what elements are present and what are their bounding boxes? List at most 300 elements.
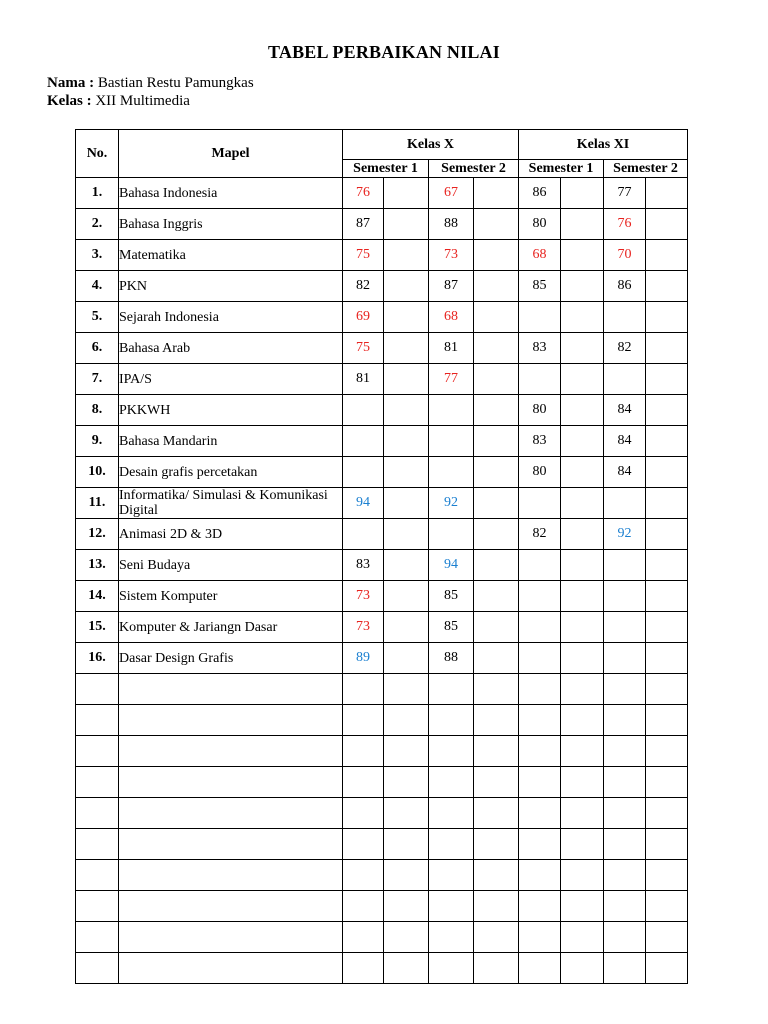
empty-table-row xyxy=(76,829,688,860)
kelas-xi-semester-1-grade: 80 xyxy=(519,457,561,488)
kelas-x-semester-2-extra xyxy=(474,488,519,519)
table-row xyxy=(76,550,688,581)
header-kelas-x-semester-1: Semester 1 xyxy=(343,160,429,178)
empty-cell xyxy=(384,705,429,736)
kelas-x-semester-2-grade: 88 xyxy=(429,643,474,674)
kelas-x-semester-2-grade: 77 xyxy=(429,364,474,395)
empty-cell xyxy=(646,674,688,705)
empty-cell xyxy=(604,829,646,860)
kelas-x-semester-1-extra xyxy=(384,519,429,550)
kelas-x-semester-1-grade xyxy=(343,395,384,426)
empty-cell xyxy=(384,922,429,953)
kelas-xi-semester-2-extra xyxy=(646,209,688,240)
subject-name: Seni Budaya xyxy=(119,550,343,581)
kelas-x-semester-2-extra xyxy=(474,271,519,302)
table-row xyxy=(76,643,688,674)
empty-cell xyxy=(119,922,343,953)
kelas-xi-semester-1-extra xyxy=(561,457,604,488)
kelas-x-semester-1-extra xyxy=(384,302,429,333)
kelas-xi-semester-2-grade: 86 xyxy=(604,271,646,302)
empty-cell xyxy=(119,767,343,798)
kelas-x-semester-2-grade: 85 xyxy=(429,612,474,643)
header-kelas-xi: Kelas XI xyxy=(519,130,688,160)
kelas-xi-semester-2-grade: 70 xyxy=(604,240,646,271)
kelas-x-semester-2-extra xyxy=(474,581,519,612)
kelas-xi-semester-2-grade: 84 xyxy=(604,426,646,457)
kelas-x-semester-1-extra xyxy=(384,333,429,364)
empty-cell xyxy=(384,891,429,922)
table-row xyxy=(76,178,688,209)
kelas-x-semester-2-extra xyxy=(474,550,519,581)
kelas-x-semester-2-grade: 85 xyxy=(429,581,474,612)
kelas-xi-semester-1-grade: 80 xyxy=(519,395,561,426)
empty-cell xyxy=(519,860,561,891)
kelas-x-semester-1-extra xyxy=(384,457,429,488)
kelas-x-semester-1-extra xyxy=(384,643,429,674)
kelas-x-semester-1-extra xyxy=(384,240,429,271)
kelas-xi-semester-2-grade: 92 xyxy=(604,519,646,550)
empty-cell xyxy=(429,705,474,736)
empty-cell xyxy=(474,891,519,922)
empty-cell xyxy=(343,829,384,860)
kelas-x-semester-2-grade: 94 xyxy=(429,550,474,581)
subject-name: Komputer & Jariangn Dasar xyxy=(119,612,343,643)
row-number: 12. xyxy=(76,519,119,550)
table-row xyxy=(76,519,688,550)
kelas-xi-semester-1-grade xyxy=(519,364,561,395)
kelas-xi-semester-2-grade: 82 xyxy=(604,333,646,364)
empty-cell xyxy=(119,798,343,829)
kelas-xi-semester-2-grade xyxy=(604,643,646,674)
kelas-xi-semester-2-extra xyxy=(646,395,688,426)
empty-cell xyxy=(429,829,474,860)
kelas-x-semester-2-extra xyxy=(474,333,519,364)
empty-cell xyxy=(604,922,646,953)
kelas-x-semester-2-extra xyxy=(474,178,519,209)
kelas-x-semester-2-grade: 73 xyxy=(429,240,474,271)
row-number: 1. xyxy=(76,178,119,209)
row-number: 13. xyxy=(76,550,119,581)
row-number: 10. xyxy=(76,457,119,488)
kelas-x-semester-2-grade: 88 xyxy=(429,209,474,240)
empty-cell xyxy=(343,736,384,767)
row-number: 5. xyxy=(76,302,119,333)
empty-cell xyxy=(646,953,688,984)
empty-cell xyxy=(384,860,429,891)
empty-cell xyxy=(604,860,646,891)
kelas-x-semester-2-grade: 92 xyxy=(429,488,474,519)
subject-name: IPA/S xyxy=(119,364,343,395)
student-name: Bastian Restu Pamungkas xyxy=(97,75,254,91)
empty-cell xyxy=(646,767,688,798)
empty-cell xyxy=(561,860,604,891)
empty-cell xyxy=(604,953,646,984)
empty-cell xyxy=(561,736,604,767)
empty-table-row xyxy=(76,674,688,705)
empty-cell xyxy=(119,705,343,736)
kelas-x-semester-1-extra xyxy=(384,550,429,581)
subject-name: Sejarah Indonesia xyxy=(119,302,343,333)
kelas-xi-semester-1-extra xyxy=(561,333,604,364)
empty-cell xyxy=(604,736,646,767)
kelas-xi-semester-2-grade xyxy=(604,581,646,612)
kelas-xi-semester-1-grade: 83 xyxy=(519,333,561,364)
row-number: 16. xyxy=(76,643,119,674)
table-row xyxy=(76,457,688,488)
kelas-x-semester-1-grade xyxy=(343,457,384,488)
kelas-xi-semester-2-grade xyxy=(604,550,646,581)
kelas-x-semester-1-grade: 89 xyxy=(343,643,384,674)
empty-cell xyxy=(384,736,429,767)
kelas-xi-semester-1-grade xyxy=(519,612,561,643)
empty-cell xyxy=(343,922,384,953)
table-row xyxy=(76,271,688,302)
empty-cell xyxy=(429,922,474,953)
kelas-xi-semester-2-extra xyxy=(646,612,688,643)
kelas-xi-semester-1-extra xyxy=(561,426,604,457)
kelas-x-semester-2-grade xyxy=(429,426,474,457)
kelas-x-semester-1-extra xyxy=(384,209,429,240)
empty-cell xyxy=(646,705,688,736)
kelas-xi-semester-1-extra xyxy=(561,209,604,240)
empty-cell xyxy=(384,798,429,829)
empty-cell xyxy=(76,736,119,767)
kelas-x-semester-2-grade: 87 xyxy=(429,271,474,302)
empty-cell xyxy=(561,767,604,798)
header-kelas-xi-semester-2: Semester 2 xyxy=(604,160,688,178)
empty-cell xyxy=(474,767,519,798)
empty-table-row xyxy=(76,953,688,984)
kelas-x-semester-1-extra xyxy=(384,612,429,643)
empty-cell xyxy=(474,674,519,705)
empty-cell xyxy=(343,798,384,829)
kelas-xi-semester-1-grade xyxy=(519,581,561,612)
subject-name: Bahasa Inggris xyxy=(119,209,343,240)
kelas-x-semester-2-extra xyxy=(474,519,519,550)
grades-table xyxy=(75,129,688,984)
document-title: TABEL PERBAIKAN NILAI xyxy=(268,42,500,62)
kelas-x-semester-1-grade: 73 xyxy=(343,581,384,612)
empty-cell xyxy=(76,829,119,860)
empty-cell xyxy=(474,829,519,860)
kelas-xi-semester-1-grade xyxy=(519,550,561,581)
empty-cell xyxy=(76,705,119,736)
empty-cell xyxy=(604,767,646,798)
empty-cell xyxy=(76,953,119,984)
table-row xyxy=(76,581,688,612)
subject-name: Bahasa Arab xyxy=(119,333,343,364)
empty-cell xyxy=(429,860,474,891)
row-number: 2. xyxy=(76,209,119,240)
header-kelas-x: Kelas X xyxy=(343,130,519,160)
empty-cell xyxy=(519,736,561,767)
empty-cell xyxy=(76,922,119,953)
kelas-x-semester-2-grade: 67 xyxy=(429,178,474,209)
empty-cell xyxy=(119,829,343,860)
row-number: 7. xyxy=(76,364,119,395)
kelas-x-semester-1-grade: 81 xyxy=(343,364,384,395)
kelas-x-semester-1-grade xyxy=(343,519,384,550)
kelas-x-semester-2-grade xyxy=(429,395,474,426)
kelas-x-semester-2-grade: 81 xyxy=(429,333,474,364)
kelas-x-semester-2-extra xyxy=(474,457,519,488)
kelas-x-semester-2-grade xyxy=(429,519,474,550)
kelas-x-semester-1-extra xyxy=(384,395,429,426)
empty-table-row xyxy=(76,860,688,891)
subject-name: Bahasa Indonesia xyxy=(119,178,343,209)
empty-table-row xyxy=(76,767,688,798)
kelas-xi-semester-1-grade xyxy=(519,488,561,519)
kelas-x-semester-1-grade: 87 xyxy=(343,209,384,240)
empty-cell xyxy=(343,705,384,736)
empty-cell xyxy=(561,891,604,922)
kelas-xi-semester-1-grade: 68 xyxy=(519,240,561,271)
empty-cell xyxy=(429,767,474,798)
kelas-xi-semester-2-grade: 77 xyxy=(604,178,646,209)
name-label: Nama : xyxy=(47,75,95,91)
empty-cell xyxy=(519,953,561,984)
kelas-xi-semester-1-extra xyxy=(561,550,604,581)
kelas-xi-semester-1-extra xyxy=(561,581,604,612)
kelas-x-semester-2-extra xyxy=(474,240,519,271)
table-row xyxy=(76,240,688,271)
empty-cell xyxy=(343,860,384,891)
kelas-xi-semester-2-extra xyxy=(646,178,688,209)
subject-name: Bahasa Mandarin xyxy=(119,426,343,457)
kelas-x-semester-1-extra xyxy=(384,426,429,457)
empty-cell xyxy=(561,829,604,860)
empty-table-row xyxy=(76,798,688,829)
empty-cell xyxy=(384,674,429,705)
kelas-x-semester-2-extra xyxy=(474,643,519,674)
empty-cell xyxy=(561,922,604,953)
subject-name: Dasar Design Grafis xyxy=(119,643,343,674)
kelas-xi-semester-1-grade: 86 xyxy=(519,178,561,209)
empty-cell xyxy=(646,829,688,860)
row-number: 9. xyxy=(76,426,119,457)
empty-cell xyxy=(519,705,561,736)
empty-cell xyxy=(119,953,343,984)
empty-table-row xyxy=(76,705,688,736)
kelas-x-semester-2-extra xyxy=(474,426,519,457)
table-row xyxy=(76,333,688,364)
kelas-xi-semester-2-extra xyxy=(646,333,688,364)
empty-cell xyxy=(343,953,384,984)
kelas-x-semester-1-extra xyxy=(384,178,429,209)
empty-cell xyxy=(646,736,688,767)
empty-table-row xyxy=(76,736,688,767)
empty-cell xyxy=(384,767,429,798)
empty-cell xyxy=(604,674,646,705)
row-number: 6. xyxy=(76,333,119,364)
kelas-xi-semester-1-grade xyxy=(519,643,561,674)
empty-cell xyxy=(519,829,561,860)
header-mapel: Mapel xyxy=(119,130,343,178)
table-row xyxy=(76,364,688,395)
empty-cell xyxy=(519,767,561,798)
kelas-x-semester-2-extra xyxy=(474,302,519,333)
empty-cell xyxy=(429,798,474,829)
empty-cell xyxy=(119,674,343,705)
empty-cell xyxy=(604,798,646,829)
kelas-x-semester-2-extra xyxy=(474,364,519,395)
empty-cell xyxy=(646,922,688,953)
empty-cell xyxy=(343,674,384,705)
kelas-xi-semester-1-extra xyxy=(561,178,604,209)
row-number: 3. xyxy=(76,240,119,271)
empty-cell xyxy=(119,736,343,767)
empty-cell xyxy=(519,922,561,953)
kelas-xi-semester-2-grade xyxy=(604,302,646,333)
kelas-x-semester-1-grade: 75 xyxy=(343,240,384,271)
kelas-xi-semester-1-grade: 80 xyxy=(519,209,561,240)
empty-cell xyxy=(429,674,474,705)
empty-cell xyxy=(76,674,119,705)
kelas-xi-semester-1-extra xyxy=(561,395,604,426)
subject-name: PKKWH xyxy=(119,395,343,426)
empty-cell xyxy=(343,767,384,798)
kelas-x-semester-2-extra xyxy=(474,395,519,426)
kelas-xi-semester-2-extra xyxy=(646,426,688,457)
kelas-x-semester-1-extra xyxy=(384,488,429,519)
row-number: 14. xyxy=(76,581,119,612)
kelas-x-semester-2-grade: 68 xyxy=(429,302,474,333)
kelas-x-semester-2-grade xyxy=(429,457,474,488)
subject-name: PKN xyxy=(119,271,343,302)
table-row xyxy=(76,426,688,457)
student-name-line xyxy=(47,74,254,92)
subject-name: Desain grafis percetakan xyxy=(119,457,343,488)
subject-name: Informatika/ Simulasi & Komunikasi Digital xyxy=(119,488,343,519)
row-number: 8. xyxy=(76,395,119,426)
empty-table-row xyxy=(76,891,688,922)
student-class: XII Multimedia xyxy=(95,93,190,109)
table-row xyxy=(76,395,688,426)
table-row xyxy=(76,209,688,240)
empty-cell xyxy=(474,953,519,984)
empty-cell xyxy=(384,953,429,984)
subject-name: Animasi 2D & 3D xyxy=(119,519,343,550)
kelas-x-semester-1-extra xyxy=(384,581,429,612)
kelas-xi-semester-2-extra xyxy=(646,364,688,395)
empty-cell xyxy=(561,953,604,984)
grades-table-body xyxy=(76,178,688,984)
kelas-x-semester-2-extra xyxy=(474,209,519,240)
kelas-xi-semester-1-grade: 85 xyxy=(519,271,561,302)
kelas-x-semester-1-grade xyxy=(343,426,384,457)
empty-cell xyxy=(474,798,519,829)
empty-cell xyxy=(474,860,519,891)
student-class-line xyxy=(47,92,190,110)
kelas-x-semester-1-grade: 83 xyxy=(343,550,384,581)
kelas-xi-semester-1-extra xyxy=(561,271,604,302)
kelas-x-semester-1-extra xyxy=(384,271,429,302)
kelas-xi-semester-2-grade xyxy=(604,488,646,519)
header-kelas-x-semester-2: Semester 2 xyxy=(429,160,519,178)
table-row xyxy=(76,612,688,643)
kelas-x-semester-1-grade: 75 xyxy=(343,333,384,364)
kelas-xi-semester-2-extra xyxy=(646,488,688,519)
kelas-xi-semester-2-extra xyxy=(646,240,688,271)
row-number: 11. xyxy=(76,488,119,519)
empty-cell xyxy=(429,891,474,922)
row-number: 15. xyxy=(76,612,119,643)
empty-cell xyxy=(384,829,429,860)
empty-table-row xyxy=(76,922,688,953)
kelas-xi-semester-2-grade: 84 xyxy=(604,457,646,488)
empty-cell xyxy=(561,705,604,736)
kelas-xi-semester-1-grade: 83 xyxy=(519,426,561,457)
empty-cell xyxy=(646,798,688,829)
kelas-xi-semester-1-extra xyxy=(561,519,604,550)
empty-cell xyxy=(76,767,119,798)
empty-cell xyxy=(119,891,343,922)
kelas-xi-semester-2-extra xyxy=(646,519,688,550)
kelas-xi-semester-1-extra xyxy=(561,612,604,643)
table-row xyxy=(76,488,688,519)
kelas-x-semester-1-grade: 69 xyxy=(343,302,384,333)
kelas-xi-semester-2-extra xyxy=(646,457,688,488)
kelas-x-semester-1-grade: 82 xyxy=(343,271,384,302)
empty-cell xyxy=(76,891,119,922)
subject-name: Matematika xyxy=(119,240,343,271)
table-row xyxy=(76,302,688,333)
kelas-xi-semester-1-extra xyxy=(561,488,604,519)
empty-cell xyxy=(604,891,646,922)
empty-cell xyxy=(119,860,343,891)
header-no: No. xyxy=(76,130,119,178)
kelas-x-semester-1-grade: 76 xyxy=(343,178,384,209)
kelas-xi-semester-2-grade: 76 xyxy=(604,209,646,240)
kelas-xi-semester-2-extra xyxy=(646,550,688,581)
empty-cell xyxy=(474,922,519,953)
empty-cell xyxy=(474,736,519,767)
kelas-xi-semester-1-grade xyxy=(519,302,561,333)
empty-cell xyxy=(646,860,688,891)
kelas-xi-semester-1-extra xyxy=(561,643,604,674)
empty-cell xyxy=(646,891,688,922)
kelas-x-semester-1-grade: 73 xyxy=(343,612,384,643)
kelas-xi-semester-2-extra xyxy=(646,271,688,302)
subject-name: Sistem Komputer xyxy=(119,581,343,612)
empty-cell xyxy=(429,953,474,984)
kelas-xi-semester-1-extra xyxy=(561,302,604,333)
class-label: Kelas : xyxy=(47,93,92,109)
empty-cell xyxy=(519,674,561,705)
empty-cell xyxy=(604,705,646,736)
empty-cell xyxy=(76,798,119,829)
kelas-xi-semester-2-grade: 84 xyxy=(604,395,646,426)
empty-cell xyxy=(561,798,604,829)
empty-cell xyxy=(561,674,604,705)
kelas-xi-semester-1-grade: 82 xyxy=(519,519,561,550)
kelas-xi-semester-1-extra xyxy=(561,364,604,395)
empty-cell xyxy=(519,798,561,829)
kelas-xi-semester-2-grade xyxy=(604,612,646,643)
row-number: 4. xyxy=(76,271,119,302)
empty-cell xyxy=(474,705,519,736)
kelas-x-semester-1-grade: 94 xyxy=(343,488,384,519)
kelas-xi-semester-1-extra xyxy=(561,240,604,271)
kelas-xi-semester-2-extra xyxy=(646,581,688,612)
kelas-xi-semester-2-grade xyxy=(604,364,646,395)
empty-cell xyxy=(429,736,474,767)
empty-cell xyxy=(343,891,384,922)
empty-cell xyxy=(519,891,561,922)
kelas-x-semester-2-extra xyxy=(474,612,519,643)
kelas-xi-semester-2-extra xyxy=(646,302,688,333)
empty-cell xyxy=(76,860,119,891)
